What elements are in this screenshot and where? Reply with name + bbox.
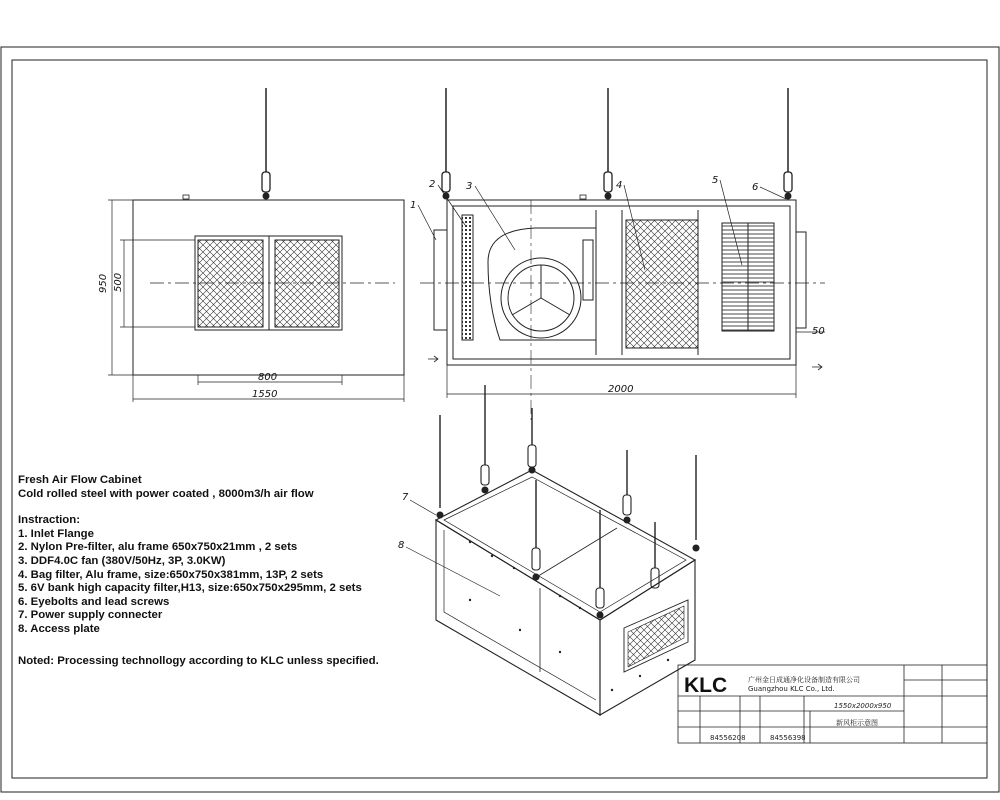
callout-6: 6 xyxy=(752,182,759,193)
instruction-item: 2. Nylon Pre-filter, alu frame 650x750x21mm , 2 sets xyxy=(18,541,298,554)
instruction-item: 3. DDF4.0C fan (380V/50Hz, 3P, 3.0KW) xyxy=(18,554,226,567)
dim-50: 50 xyxy=(812,326,825,337)
callout-2: 2 xyxy=(429,179,436,190)
dim-800: 800 xyxy=(258,372,278,383)
dim-1550: 1550 xyxy=(252,389,278,400)
company-name-cn: 广州金日成通净化设备制造有限公司 xyxy=(748,676,860,684)
dim-2000: 2000 xyxy=(608,384,634,395)
callout-4: 4 xyxy=(616,180,623,191)
side-view xyxy=(418,88,825,420)
instruction-heading: Instraction: xyxy=(18,514,81,527)
klc-logo: KLC xyxy=(684,674,728,697)
callout-8: 8 xyxy=(398,540,405,551)
inner-border xyxy=(12,60,987,778)
iso-view xyxy=(406,385,699,715)
dim-500: 500 xyxy=(113,272,124,292)
phone-2: 84556398 xyxy=(770,734,806,742)
cabinet-subtitle: Cold rolled steel with power coated , 8000m3/h air flow xyxy=(18,487,314,500)
size-text: 1550x2000x950 xyxy=(834,702,892,710)
callout-3: 3 xyxy=(466,181,473,192)
instruction-item: 6. Eyebolts and lead screws xyxy=(18,595,170,608)
cabinet-title: Fresh Air Flow Cabinet xyxy=(18,474,142,486)
dim-950: 950 xyxy=(98,273,109,293)
callout-1: 1 xyxy=(410,200,417,211)
drawing-name: 新风柜示意图 xyxy=(836,719,878,727)
front-view xyxy=(108,88,404,402)
instruction-item: 1. Inlet Flange xyxy=(18,527,94,540)
notes-block xyxy=(18,474,379,668)
processing-note: Noted: Processing technollogy according to KLC unless specified. xyxy=(18,654,379,667)
callout-7: 7 xyxy=(402,492,409,503)
instruction-item: 7. Power supply connecter xyxy=(18,609,163,622)
callout-5: 5 xyxy=(712,175,719,186)
phone-1: 84556208 xyxy=(710,734,746,742)
instruction-item: 4. Bag filter, Alu frame, size:650x750x381mm, 13P, 2 sets xyxy=(18,568,324,581)
company-name-en: Guangzhou KLC Co., Ltd. xyxy=(748,685,835,693)
instruction-item: 8. Access plate xyxy=(18,622,100,635)
instruction-item: 5. 6V bank high capacity filter,H13, size:650x750x295mm, 2 sets xyxy=(18,582,362,595)
